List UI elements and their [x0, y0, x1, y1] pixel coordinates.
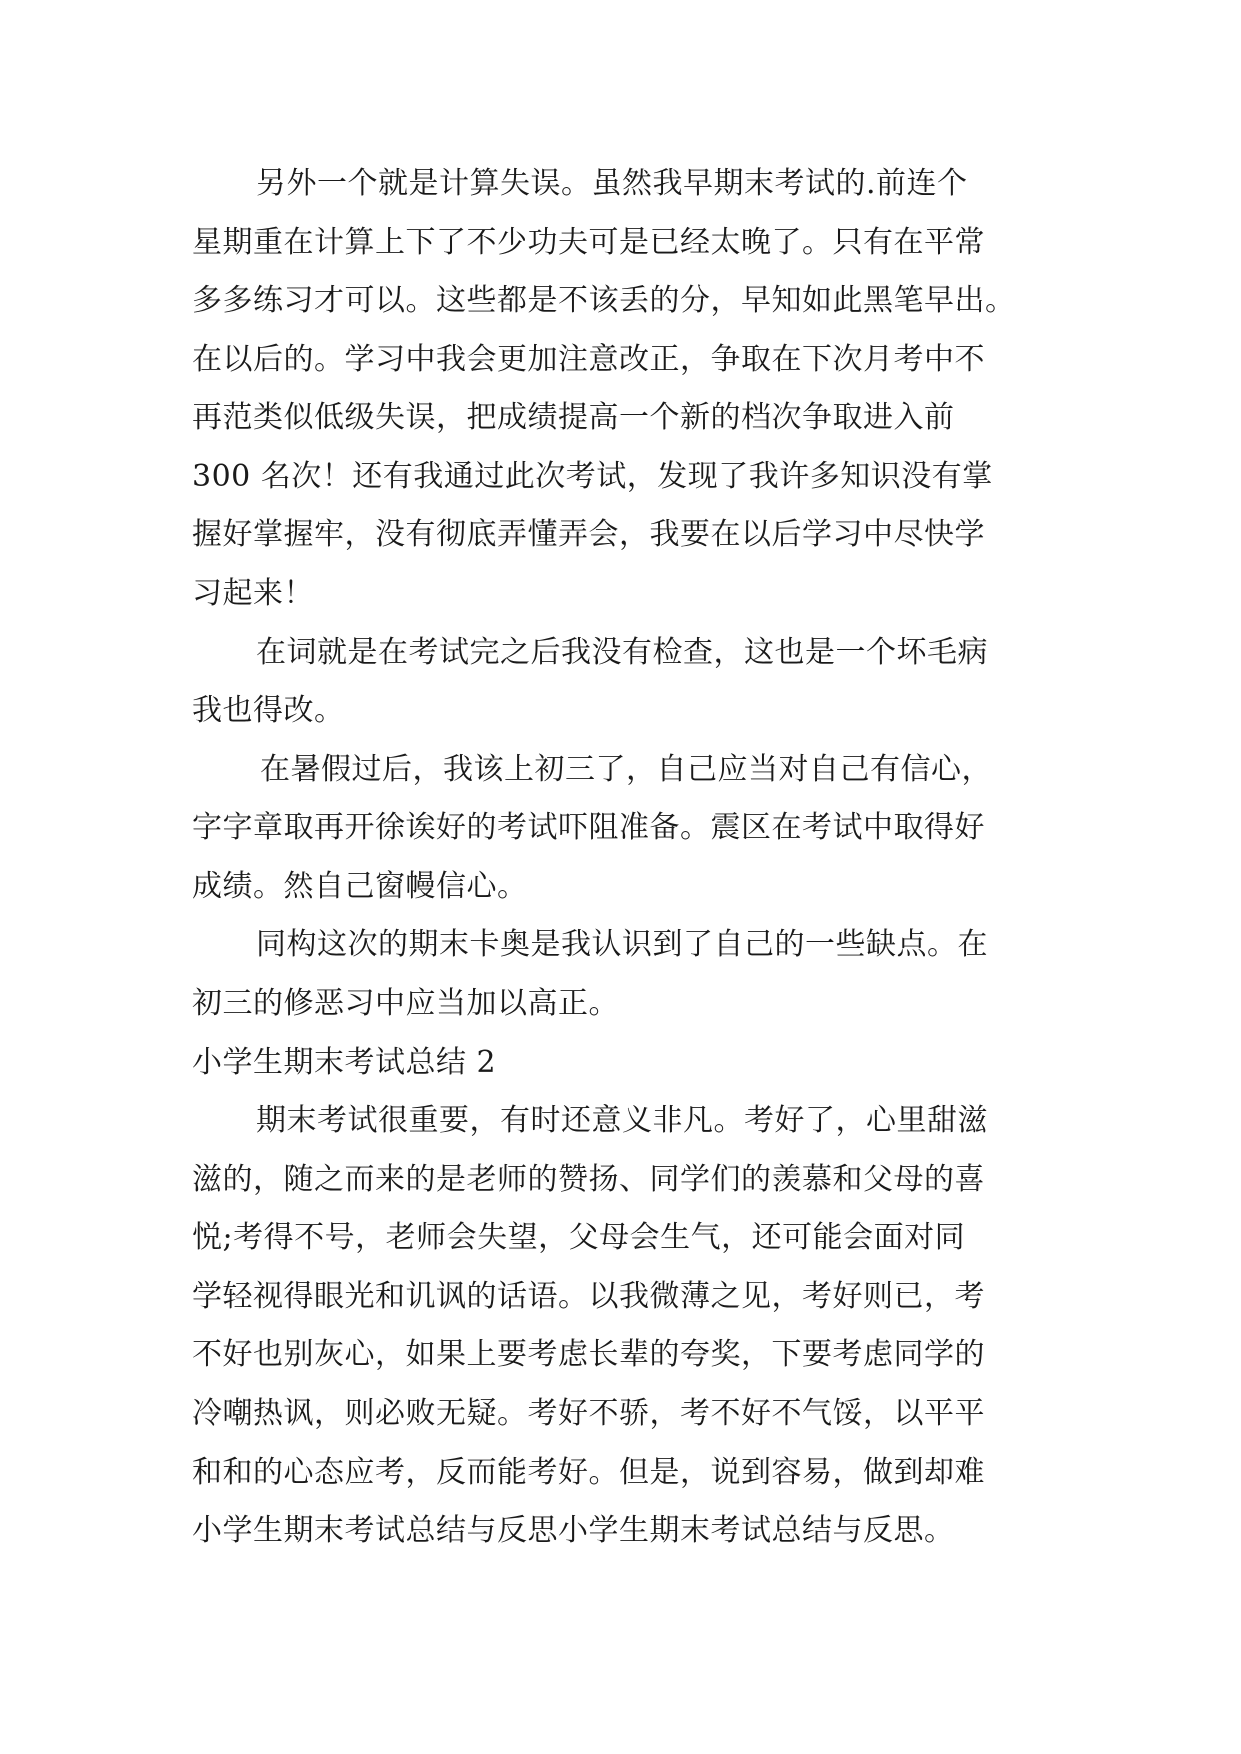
paragraph-5-line-2: 滋的，随之而来的是老师的赞扬、同学们的羡慕和父母的喜	[192, 1162, 985, 1197]
paragraph-5-line-7: 和和的心态应考，反而能考好。但是，说到容易，做到却难	[192, 1455, 985, 1490]
paragraph-3-line-1: 在暑假过后，我该上初三了，自己应当对自己有信心，	[260, 752, 992, 787]
paragraph-1-line-8: 习起来！	[192, 576, 314, 611]
paragraph-1-line-1: 另外一个就是计算失误。虽然我早期末考试的.前连个	[256, 166, 968, 201]
paragraph-1-line-5: 再范类似低级失误，把成绩提高一个新的档次争取进入前	[192, 400, 955, 435]
paragraph-1-line-6: 300 名次！还有我通过此次考试，发现了我许多知识没有掌	[192, 459, 993, 494]
section-heading: 小学生期末考试总结 2	[192, 1045, 497, 1080]
paragraph-5-line-3: 悦;考得不号，老师会失望，父母会生气，还可能会面对同	[192, 1220, 966, 1255]
paragraph-2-line-2: 我也得改。	[192, 693, 345, 728]
paragraph-1-line-2: 星期重在计算上下了不少功夫可是已经太晚了。只有在平常	[192, 225, 985, 260]
paragraph-2-line-1: 在词就是在考试完之后我没有检查，这也是一个坏毛病	[256, 635, 988, 670]
paragraph-3-line-2: 字字章取再开徐诶好的考试吓阻准备。震区在考试中取得好	[192, 810, 985, 845]
paragraph-4-line-1: 同构这次的期末卡奥是我认识到了自己的一些缺点。在	[256, 927, 988, 962]
paragraph-5-line-1: 期末考试很重要，有时还意义非凡。考好了，心里甜滋	[256, 1103, 988, 1138]
paragraph-1-line-3: 多多练习才可以。这些都是不该丢的分，早知如此黑笔早出。	[192, 283, 1016, 318]
paragraph-5-line-4: 学轻视得眼光和讥讽的话语。以我微薄之见，考好则已，考	[192, 1279, 985, 1314]
paragraph-5-line-8: 小学生期末考试总结与反思小学生期末考试总结与反思。	[192, 1513, 955, 1548]
paragraph-1-line-7: 握好掌握牢，没有彻底弄懂弄会，我要在以后学习中尽快学	[192, 517, 985, 552]
paragraph-5-line-5: 不好也别灰心，如果上要考虑长辈的夸奖，下要考虑同学的	[192, 1337, 985, 1372]
paragraph-5-line-6: 冷嘲热讽，则必败无疑。考好不骄，考不好不气馁，以平平	[192, 1396, 985, 1431]
paragraph-1-line-4: 在以后的。学习中我会更加注意改正，争取在下次月考中不	[192, 342, 985, 377]
paragraph-3-line-3: 成绩。然自己窗幔信心。	[192, 869, 528, 904]
paragraph-4-line-2: 初三的修恶习中应当加以高正。	[192, 986, 619, 1021]
